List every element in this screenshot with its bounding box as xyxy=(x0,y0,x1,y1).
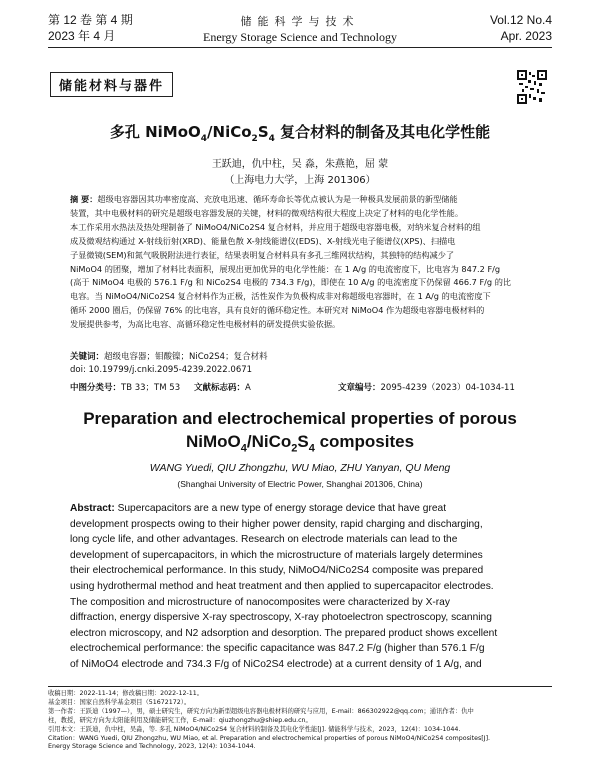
abstract-en-line: using hydrothermal method and heat treatment and then applied to supercapacitor electrodes. xyxy=(70,580,494,592)
abstract-en-line: electron microscopy, and N2 adsorption and desorption. The prepared product shows excellent xyxy=(70,627,498,639)
footnote-author-cont: 柱，教授，研究方向为太阳能利用及储能研究工作，E-mail：qiuzhongzhu@shiep.edu.cn。 xyxy=(48,716,312,724)
affiliation-cn: （上海电力大学，上海 201306） xyxy=(224,175,376,186)
abstract-cn-line: 本工作采用水热法及热处理制备了 NiMoO4/NiCo2S4 复合材料，并应用于超级电容器电极，对纳米复合材料的组 xyxy=(70,221,481,232)
classification-row: 中图分类号：TB 33；TM 53 文献标志码：A 文章编号：2095-4239（2023）04-1034-11 xyxy=(70,383,515,393)
header-volume-cn: 第 12 卷 第 4 期 xyxy=(48,13,133,27)
footnotes xyxy=(48,690,552,752)
abstract-en-line: development prospects owing to their higher power density, rapid charging and discharging, xyxy=(70,518,483,530)
authors-en: WANG Yuedi, QIU Zhongzhu, WU Miao, ZHU Yanyan, QU Meng xyxy=(149,462,451,474)
keywords-text: 超级电容器；钼酸镍；NiCo2S4；复合材料 xyxy=(104,352,268,362)
footnote-cite-cn: 引用本文：王跃迪，仇中柱，吴淼，等. 多孔 NiMoO4/NiCo2S4 复合材料的制备及其电化学性能[J]. 储能科学与技术，2023，12(4)：1034-1044. xyxy=(48,725,461,733)
abstract-en xyxy=(70,501,532,673)
header-journal-cn: 储能科学与技术 xyxy=(240,15,360,28)
doi[interactable]: doi: 10.19799/j.cnki.2095-4239.2022.0671 xyxy=(70,365,253,375)
abstract-cn-line: NiMoO4 的团聚，增加了材料比表面积，展现出更加优异的电化学性能：在 1 A/g 的电流密度下，比电容为 847.2 F/g xyxy=(70,263,501,274)
abstract-en-line: long cycle life, and other advantages. Research on electrode materials can lead to the xyxy=(70,534,458,546)
abstract-en-line: Abstract: Supercapacitors are a new type of energy storage device that have great xyxy=(70,503,447,514)
authors-cn: 王跃迪，仇中柱，吴 淼，朱燕艳，屈 蒙 xyxy=(211,159,389,170)
abstract-cn-line: 循环 2000 圈后，仍保留 76% 的比电容，具有良好的循环稳定性。本研究对 NiMoO4 作为超级电容器电极材料的 xyxy=(70,305,485,316)
abstract-en-line: of NiMoO4 electrode and 734.3 F/g of NiCo2S4 electrode) at a current density of 1 A/g, and xyxy=(70,658,482,670)
abstract-cn-line: 摘 要：超级电容器因其功率密度高、充放电迅速、循环寿命长等优点被认为是一种极具发展前景的新型储能 xyxy=(70,194,458,204)
abstract-en-label: Abstract: xyxy=(70,503,115,514)
abstract-cn-line: 电容。当 NiMoO4/NiCo2S4 复合材料作为正极，活性炭作为负极构成非对称超级电容器时，在 1 A/g 的电流密度下 xyxy=(70,291,491,302)
abstract-cn-line: 装置，其中电极材料的研究是超级电容器发展的关键，材料的微观结构很大程度上决定了材料的电化学性能。 xyxy=(70,207,464,218)
abstract-cn-line: 发展提供参考，为高比电容、高循环稳定性电极材料的研发提供实验依据。 xyxy=(70,319,341,330)
document-code: A xyxy=(245,383,251,393)
footnote-rule xyxy=(48,686,552,687)
abstract-cn-label: 摘 要： xyxy=(70,194,98,204)
footnote-received: 收稿日期：2022-11-14；修改稿日期：2022-12-11。 xyxy=(48,690,204,697)
footnote-author: 第一作者：王跃迪（1997—），男，硕士研究生，研究方向为新型超级电容器电极材料的研究与应用，E-mail：866302922@qq.com；通讯作者：仇中 xyxy=(48,707,474,715)
title-en-line1: Preparation and electrochemical properties of porous xyxy=(83,409,517,428)
header-rule xyxy=(48,47,552,48)
abstract-cn xyxy=(70,193,532,332)
title-cn-text: 多孔 $NiMoO_4/NiCo_2S_4$ 复合材料的制备及其电化学性能 xyxy=(109,123,491,144)
qr-code-icon xyxy=(517,70,547,104)
footnote-citation-cont: Energy Storage Science and Technology, 2023, 12(4): 1034-1044. xyxy=(48,743,256,751)
abstract-en-line: electrochemical performance: the specific capacitance was 847.2 F/g (higher than 576.1 F/g xyxy=(70,643,485,655)
header-volume-en: Vol.12 No.4 xyxy=(489,13,552,27)
abstract-cn-line: 成及微观结构通过 X-射线衍射(XRD)、能量色散 X-射线能谱仪(EDS)、X-射线光电子能谱仪(XPS)、扫描电 xyxy=(70,235,456,246)
keywords-label: 关键词： xyxy=(70,352,105,362)
header-journal-en: Energy Storage Science and Technology xyxy=(203,30,397,44)
abstract-en-line: their electrochemical performance. In this study, NiMoO4/NiCo2S4 composite was prepared xyxy=(70,565,484,577)
keywords-cn xyxy=(70,350,268,362)
footnote-funding: 基金项目：国家自然科学基金项目（51672172）。 xyxy=(48,698,191,706)
abstract-en-line: development of supercapacitors, in which the microstructure of materials largely determines xyxy=(70,549,483,561)
article-number: 2095-4239（2023）04-1034-11 xyxy=(380,383,515,393)
clc-number: TB 33；TM 53 xyxy=(121,383,181,393)
footnote-citation: Citation：WANG Yuedi, QIU Zhongzhu, WU Miao, et al. Preparation and electrochemical properties of porous NiMoO4/NiCo2S4 composites[J]. xyxy=(48,734,491,742)
abstract-cn-line: (高于 NiMoO4 电极的 576.1 F/g 和 NiCo2S4 电极的 734.3 F/g)，即使在 10 A/g 的电流密度下仍保留 466.7 F/g 的比 xyxy=(70,277,512,288)
abstract-en-line: diffraction, energy dispersive X-ray spectroscopy, X-ray photoelectron spectroscopy, scanning xyxy=(70,612,492,624)
abstract-en-line: The composition and microstructure of nanocomposites were characterized by X-ray xyxy=(70,596,450,608)
title-cn xyxy=(0,121,600,144)
header-date-en: Apr. 2023 xyxy=(500,29,552,43)
title-en-line2: $NiMoO_4/NiCo_2S_4$ composites xyxy=(185,432,415,455)
section-label: 储能材料与器件 xyxy=(50,72,173,97)
header-date-cn: 2023 年 4 月 xyxy=(48,29,116,43)
affiliation-en: (Shanghai University of Electric Power, Shanghai 201306, China) xyxy=(177,479,423,489)
abstract-cn-line: 子显微镜(SEM)和氮气吸脱附法进行表征，结果表明复合材料具有多孔三维网状结构，其独特的结构减少了 xyxy=(70,249,455,260)
